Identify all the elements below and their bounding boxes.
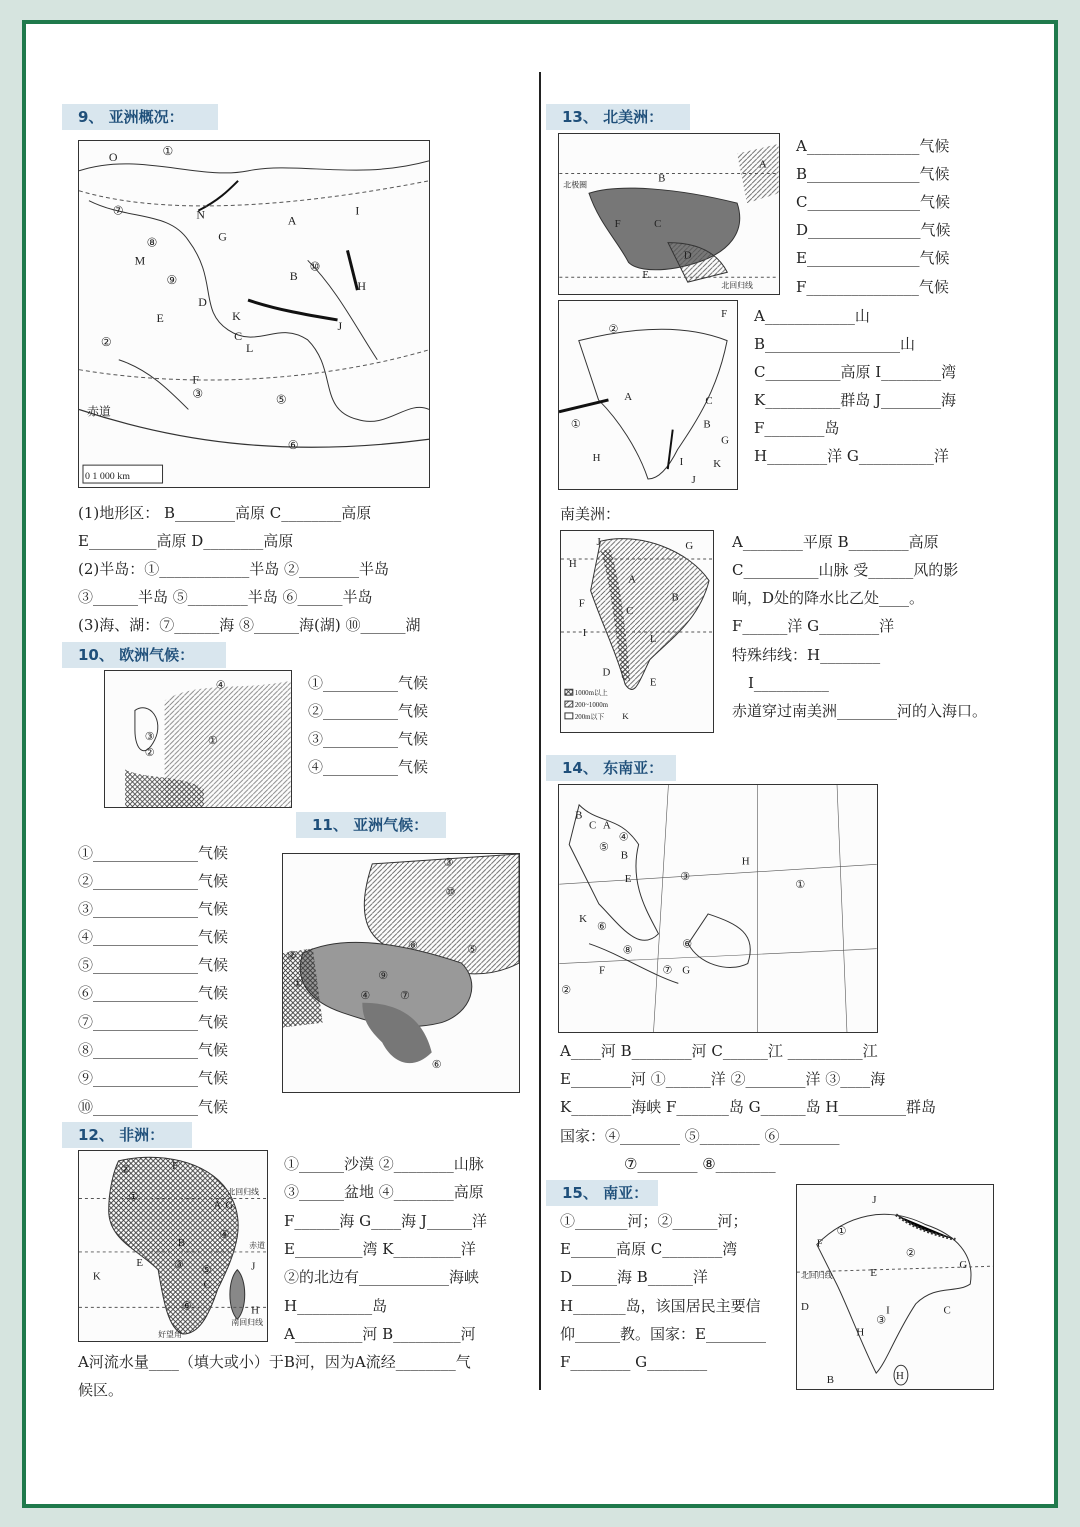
svg-text:M: M bbox=[134, 253, 146, 268]
svg-text:E: E bbox=[136, 1256, 144, 1269]
s15-line-2: E______高原 C________湾 bbox=[560, 1240, 738, 1258]
section-13-title: 13、 北美洲： bbox=[546, 104, 690, 130]
svg-text:C: C bbox=[203, 1278, 211, 1291]
s11-line-1: ①______________气候 bbox=[78, 844, 229, 862]
asia-map bbox=[78, 140, 430, 488]
s12-question: A河流水量____（填大或小）于B河，因为A流经________气 bbox=[78, 1353, 471, 1371]
south-america-title: 南美洲： bbox=[560, 505, 621, 523]
s9-line-2: E_________高原 D________高原 bbox=[78, 532, 294, 550]
tropic-cancer-label: 北回归线 bbox=[227, 1187, 260, 1197]
svg-text:B: B bbox=[826, 1374, 834, 1387]
s9-line-5: (3)海、湖：⑦______海 ⑧______海(湖) ⑩______湖 bbox=[78, 616, 421, 634]
s15-line-6: F________ G________ bbox=[560, 1353, 708, 1371]
s9-line-4: ③______半岛 ⑤________半岛 ⑥______半岛 bbox=[78, 588, 373, 606]
s12-line-7: A_________河 B_________河 bbox=[284, 1325, 476, 1343]
svg-text:③: ③ bbox=[192, 386, 204, 401]
s12-line-5: ②的北边有____________海峡 bbox=[284, 1268, 480, 1286]
svg-text:④: ④ bbox=[618, 831, 629, 844]
svg-text:⑥: ⑥ bbox=[596, 920, 607, 933]
svg-text:④: ④ bbox=[360, 989, 371, 1002]
svg-text:D: D bbox=[800, 1300, 809, 1313]
sa-line-7: 赤道穿过南美洲________河的入海口。 bbox=[732, 702, 988, 720]
column-divider bbox=[539, 72, 541, 1390]
svg-text:E: E bbox=[156, 310, 164, 325]
svg-text:C: C bbox=[234, 328, 243, 343]
equator-label: 赤道 bbox=[86, 404, 111, 419]
svg-text:I: I bbox=[355, 203, 360, 218]
s11-line-7: ⑦______________气候 bbox=[78, 1013, 229, 1031]
section-9-title: 9、 亚洲概况： bbox=[62, 104, 218, 130]
svg-text:J: J bbox=[337, 318, 343, 333]
svg-text:A: A bbox=[602, 819, 611, 832]
s13-terrain-4: K__________群岛 J________海 bbox=[754, 391, 956, 409]
svg-text:F: F bbox=[721, 307, 728, 320]
s12-question-end: 候区。 bbox=[78, 1381, 124, 1399]
section-11-title: 11、 亚洲气候： bbox=[296, 812, 446, 838]
svg-text:⑧: ⑧ bbox=[146, 235, 158, 250]
svg-text:C: C bbox=[705, 394, 713, 407]
svg-text:F: F bbox=[578, 597, 585, 610]
s15-line-1: ①_______河；②______河； bbox=[560, 1212, 748, 1230]
sa-line-6: I__________ bbox=[748, 674, 829, 692]
svg-text:J: J bbox=[596, 536, 601, 549]
svg-text:A: A bbox=[213, 1199, 222, 1212]
svg-text:D: D bbox=[602, 666, 611, 679]
svg-text:①: ① bbox=[836, 1225, 847, 1238]
north-america-terrain-map bbox=[558, 300, 738, 490]
svg-text:⑤: ⑤ bbox=[467, 944, 478, 957]
s11-line-3: ③______________气候 bbox=[78, 900, 229, 918]
svg-text:F: F bbox=[614, 217, 621, 230]
svg-text:E: E bbox=[642, 269, 649, 282]
svg-text:⑤: ⑤ bbox=[598, 841, 609, 854]
svg-text:①: ① bbox=[570, 418, 581, 431]
s14-line-3: K________海峡 F_______岛 G______岛 H_________群岛 bbox=[560, 1098, 936, 1116]
svg-text:K: K bbox=[622, 710, 629, 721]
svg-text:A: A bbox=[624, 390, 633, 403]
svg-text:②: ② bbox=[120, 1163, 131, 1176]
sa-line-4: F______洋 G________洋 bbox=[732, 617, 895, 635]
svg-text:D: D bbox=[683, 249, 692, 262]
svg-text:H: H bbox=[251, 1304, 260, 1317]
section-15-title: 15、 南亚： bbox=[546, 1180, 658, 1206]
svg-text:G: G bbox=[959, 1259, 968, 1272]
s12-line-4: E_________湾 K_________洋 bbox=[284, 1240, 476, 1258]
svg-text:④: ④ bbox=[215, 679, 226, 692]
svg-text:②: ② bbox=[144, 746, 155, 759]
svg-text:⑧: ⑧ bbox=[622, 944, 633, 957]
svg-text:⑥: ⑥ bbox=[431, 1059, 442, 1072]
svg-text:①: ① bbox=[207, 734, 218, 747]
svg-text:⑤: ⑤ bbox=[201, 1264, 212, 1277]
svg-text:①: ① bbox=[795, 879, 806, 892]
svg-text:I: I bbox=[679, 456, 684, 469]
svg-text:③: ③ bbox=[173, 1258, 184, 1271]
s13-terrain-1: A____________山 bbox=[754, 307, 870, 325]
svg-text:⑥: ⑥ bbox=[181, 1300, 192, 1313]
svg-text:⑥: ⑥ bbox=[682, 938, 693, 951]
sa-line-1: A________平原 B________高原 bbox=[732, 533, 939, 551]
tropic-capricorn-label: 南回归线 bbox=[231, 1318, 264, 1328]
section-14-title: 14、 东南亚： bbox=[546, 755, 676, 781]
svg-text:A: A bbox=[758, 158, 767, 171]
svg-text:H: H bbox=[592, 452, 601, 465]
svg-text:③: ③ bbox=[876, 1314, 886, 1327]
s9-line-1: (1)地形区： B________高原 C________高原 bbox=[78, 504, 372, 522]
svg-text:⑨: ⑨ bbox=[378, 969, 388, 982]
tropic-cancer-label: 北回归线 bbox=[721, 281, 753, 291]
svg-text:G: G bbox=[682, 964, 691, 977]
svg-text:⑦: ⑦ bbox=[400, 989, 410, 1002]
svg-text:C: C bbox=[943, 1304, 951, 1317]
s13-terrain-6: H________洋 G__________洋 bbox=[754, 447, 949, 465]
svg-text:0 1 000 km: 0 1 000 km bbox=[84, 471, 130, 483]
s15-line-4: H_______岛，该国居民主要信 bbox=[560, 1297, 761, 1315]
svg-text:②: ② bbox=[608, 323, 619, 336]
s10-line-3: ③__________气候 bbox=[308, 730, 429, 748]
s13-terrain-2: B__________________山 bbox=[754, 335, 916, 353]
svg-text:N: N bbox=[196, 207, 205, 222]
svg-text:K: K bbox=[579, 912, 588, 925]
sa-line-5: 特殊纬线：H________ bbox=[732, 646, 881, 664]
svg-text:B: B bbox=[703, 418, 711, 431]
svg-text:⑩: ⑩ bbox=[445, 886, 456, 899]
svg-text:E: E bbox=[649, 676, 657, 689]
cape-good-hope-label: 好望角 bbox=[158, 1330, 182, 1340]
s13-climate-b: B_______________气候 bbox=[796, 165, 950, 183]
s10-line-1: ①__________气候 bbox=[308, 674, 429, 692]
south-america-map bbox=[560, 530, 714, 733]
s13-climate-d: D_______________气候 bbox=[796, 221, 951, 239]
svg-text:A: A bbox=[287, 213, 297, 228]
south-asia-map bbox=[796, 1184, 994, 1390]
legend-item: 1000m以上 bbox=[574, 690, 608, 698]
svg-text:①: ① bbox=[292, 977, 303, 990]
svg-text:F: F bbox=[172, 1159, 179, 1172]
svg-text:④: ④ bbox=[219, 1229, 230, 1242]
svg-text:L: L bbox=[649, 632, 657, 645]
svg-text:E: E bbox=[624, 873, 632, 886]
svg-text:O: O bbox=[108, 149, 118, 164]
legend-item: 200m以下 bbox=[574, 713, 605, 721]
svg-text:J: J bbox=[691, 474, 696, 487]
svg-text:L: L bbox=[246, 340, 254, 355]
s10-line-2: ②__________气候 bbox=[308, 702, 429, 720]
svg-text:G: G bbox=[721, 434, 730, 447]
svg-text:②: ② bbox=[905, 1247, 916, 1260]
svg-text:G: G bbox=[225, 1199, 234, 1212]
svg-text:H: H bbox=[741, 855, 750, 868]
africa-map bbox=[78, 1150, 268, 1342]
s11-line-4: ④______________气候 bbox=[78, 928, 229, 946]
svg-text:⑦: ⑦ bbox=[662, 964, 673, 977]
svg-text:G: G bbox=[685, 540, 694, 553]
svg-text:I: I bbox=[886, 1304, 890, 1317]
svg-text:G: G bbox=[218, 229, 227, 244]
sa-line-2: C__________山脉 受______风的影 bbox=[732, 561, 959, 579]
svg-text:F: F bbox=[816, 1237, 823, 1250]
s11-line-6: ⑥______________气候 bbox=[78, 984, 229, 1002]
svg-text:②: ② bbox=[561, 984, 572, 997]
svg-text:B: B bbox=[671, 591, 679, 604]
svg-text:H: H bbox=[357, 279, 367, 294]
svg-text:①: ① bbox=[128, 1191, 139, 1204]
svg-text:H: H bbox=[856, 1326, 865, 1339]
sa-line-3: 响，D处的降水比乙处____。 bbox=[732, 589, 925, 607]
s14-line-5: ⑦________ ⑧________ bbox=[624, 1155, 776, 1173]
svg-text:K: K bbox=[92, 1270, 101, 1283]
svg-text:⑦: ⑦ bbox=[112, 203, 124, 218]
s12-line-6: H__________岛 bbox=[284, 1297, 388, 1315]
svg-text:②: ② bbox=[100, 334, 112, 349]
s13-terrain-5: F________岛 bbox=[754, 419, 840, 437]
s14-line-1: A____河 B________河 C______江 __________江 bbox=[560, 1042, 878, 1060]
svg-text:B: B bbox=[289, 269, 298, 284]
s11-line-5: ⑤______________气候 bbox=[78, 956, 229, 974]
svg-text:⑩: ⑩ bbox=[309, 259, 321, 274]
s11-line-10: ⑩______________气候 bbox=[78, 1098, 229, 1116]
s9-line-3: (2)半岛：①____________半岛 ②________半岛 bbox=[78, 560, 390, 578]
svg-text:C: C bbox=[589, 819, 597, 832]
svg-text:D: D bbox=[198, 295, 207, 310]
svg-text:③: ③ bbox=[443, 856, 454, 869]
europe-climate-map bbox=[104, 670, 292, 808]
southeast-asia-map bbox=[558, 784, 878, 1033]
svg-text:J: J bbox=[251, 1260, 256, 1273]
s12-line-3: F______海 G____海 J______洋 bbox=[284, 1212, 487, 1230]
s13-climate-c: C_______________气候 bbox=[796, 193, 950, 211]
svg-text:A: A bbox=[628, 573, 636, 586]
svg-text:E: E bbox=[870, 1267, 877, 1280]
svg-text:C: C bbox=[654, 217, 662, 230]
legend-item: 200~1000m bbox=[574, 702, 609, 710]
svg-text:⑧: ⑧ bbox=[407, 940, 418, 953]
svg-text:B: B bbox=[620, 849, 629, 862]
svg-text:①: ① bbox=[162, 143, 174, 158]
s13-terrain-3: C__________高原 I________湾 bbox=[754, 363, 957, 381]
svg-text:H: H bbox=[895, 1370, 904, 1383]
s11-line-8: ⑧______________气候 bbox=[78, 1041, 229, 1059]
s13-climate-f: F_______________气候 bbox=[796, 278, 949, 296]
svg-text:③: ③ bbox=[144, 730, 155, 743]
s12-line-2: ③______盆地 ④________高原 bbox=[284, 1183, 484, 1201]
svg-text:C: C bbox=[626, 605, 634, 618]
section-12-title: 12、 非洲： bbox=[62, 1122, 192, 1148]
svg-text:K: K bbox=[713, 458, 722, 471]
north-america-climate-map bbox=[558, 133, 780, 295]
s15-line-5: 仰______教。国家：E________ bbox=[560, 1325, 766, 1343]
s10-line-4: ④__________气候 bbox=[308, 758, 429, 776]
s13-climate-e: E_______________气候 bbox=[796, 249, 950, 267]
svg-text:⑥: ⑥ bbox=[287, 438, 299, 453]
s11-line-2: ②______________气候 bbox=[78, 872, 229, 890]
svg-text:F: F bbox=[598, 964, 606, 977]
s14-line-4: 国家：④________ ⑤________ ⑥________ bbox=[560, 1127, 840, 1145]
svg-text:F: F bbox=[192, 372, 199, 387]
s11-line-9: ⑨______________气候 bbox=[78, 1069, 229, 1087]
svg-text:B: B bbox=[658, 172, 666, 185]
s15-line-3: D______海 B______洋 bbox=[560, 1268, 708, 1286]
section-10-title: 10、 欧洲气候： bbox=[62, 642, 226, 668]
s12-line-1: ①______沙漠 ②________山脉 bbox=[284, 1155, 484, 1173]
svg-text:I: I bbox=[582, 626, 587, 639]
svg-text:H: H bbox=[568, 557, 577, 570]
equator-label: 赤道 bbox=[249, 1240, 266, 1250]
svg-text:K: K bbox=[232, 308, 241, 323]
svg-text:⑨: ⑨ bbox=[166, 273, 178, 288]
asia-climate-map bbox=[282, 853, 520, 1093]
arctic-circle-label: 北极圈 bbox=[563, 180, 588, 190]
svg-text:②: ② bbox=[286, 950, 297, 963]
svg-text:③: ③ bbox=[680, 871, 691, 884]
tropic-cancer-label: 北回归线 bbox=[800, 1271, 833, 1281]
s13-climate-a: A_______________气候 bbox=[796, 137, 950, 155]
svg-text:B: B bbox=[177, 1237, 186, 1249]
svg-text:J: J bbox=[872, 1193, 877, 1206]
svg-text:⑤: ⑤ bbox=[275, 392, 287, 407]
svg-text:B: B bbox=[575, 809, 583, 822]
s14-line-2: E________河 ①______洋 ②________洋 ③____海 bbox=[560, 1070, 886, 1088]
